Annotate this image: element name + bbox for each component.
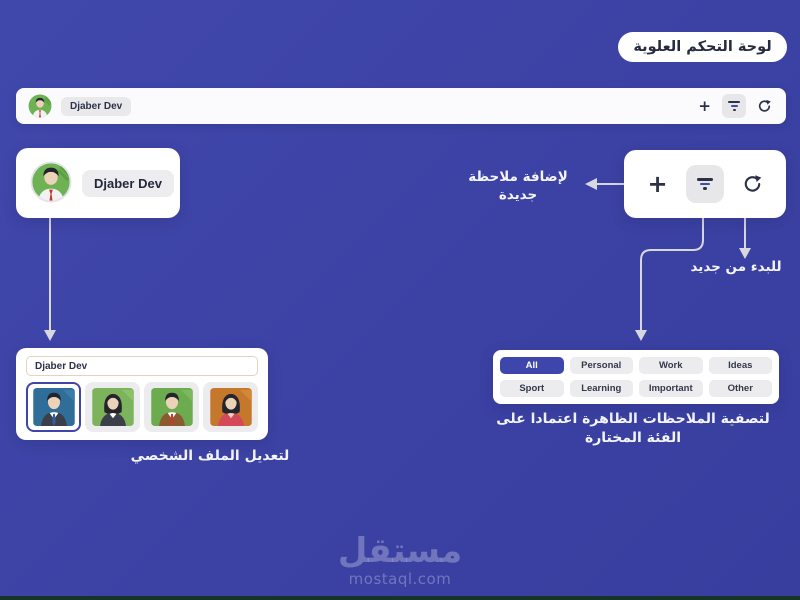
watermark-logo: مستقل: [337, 531, 463, 571]
user-card: [16, 148, 180, 218]
arrowhead-profile: [44, 330, 56, 341]
annotation-restart: للبدء من جديد: [690, 259, 782, 275]
filter-icon[interactable]: [722, 94, 746, 118]
avatar-tiles: [26, 382, 258, 432]
filter-icon[interactable]: [686, 165, 724, 203]
add-note-icon[interactable]: +: [647, 170, 668, 198]
chip-sport[interactable]: Sport: [500, 380, 564, 397]
user-name-label: Djaber Dev: [82, 170, 174, 197]
annotation-edit-profile: لتعديل الملف الشخصي: [130, 448, 290, 464]
actions-card: [624, 150, 786, 218]
arrowhead-categories: [635, 330, 647, 341]
chip-personal[interactable]: Personal: [570, 357, 634, 374]
chip-work[interactable]: Work: [639, 357, 703, 374]
annotation-add-note: لإضافة ملاحظة جديدة: [468, 169, 568, 204]
chip-other[interactable]: Other: [709, 380, 773, 397]
annotation-filter-categories: لتصفية الملاحظات الظاهرة اعتمادا على الفئة المختارة: [496, 411, 770, 446]
watermark-site: mostaql.com: [348, 570, 452, 588]
bottom-edge-strip: [0, 596, 800, 600]
user-avatar-icon[interactable]: [30, 161, 72, 203]
profile-name-input[interactable]: [26, 356, 258, 376]
chip-learning[interactable]: Learning: [570, 380, 634, 397]
avatar-option-man-tie-green[interactable]: [144, 382, 199, 432]
chip-important[interactable]: Important: [639, 380, 703, 397]
avatar-option-woman-orange[interactable]: [203, 382, 258, 432]
categories-card: [493, 350, 779, 404]
watermark: [320, 531, 480, 588]
topbar-user-label[interactable]: Djaber Dev: [61, 97, 131, 116]
user-avatar-icon[interactable]: [28, 94, 52, 118]
top-bar: [16, 88, 786, 124]
avatar-option-man-suit-blue[interactable]: [26, 382, 81, 432]
chip-ideas[interactable]: Ideas: [709, 357, 773, 374]
section-badge: لوحة التحكم العلوية: [618, 32, 787, 62]
add-note-icon[interactable]: +: [698, 96, 711, 115]
avatar-option-woman-green[interactable]: [85, 382, 140, 432]
refresh-icon[interactable]: [757, 99, 772, 114]
profile-card: [16, 348, 268, 440]
topbar-tools: [698, 94, 772, 118]
chip-all[interactable]: All: [500, 357, 564, 374]
refresh-icon[interactable]: [742, 174, 763, 195]
